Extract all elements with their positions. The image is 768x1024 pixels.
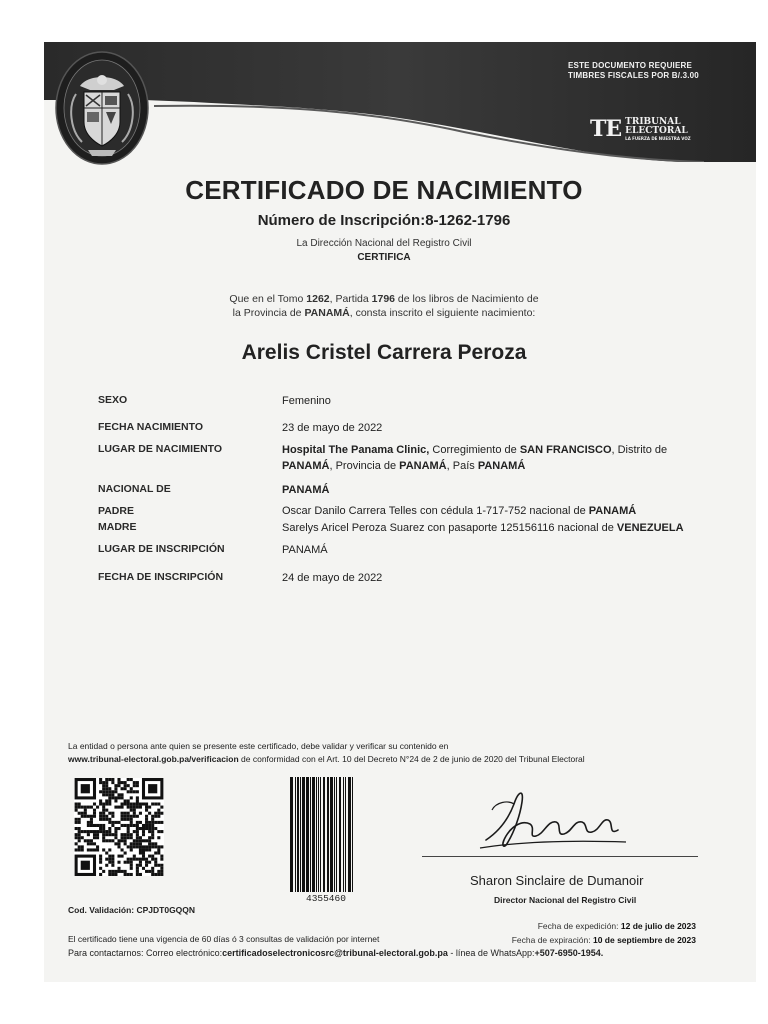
handwritten-signature <box>478 780 628 856</box>
coat-of-arms-seal <box>54 50 150 166</box>
expiry-date-label: Fecha de expiración: <box>511 935 593 945</box>
birth-place-text: Corregimiento de <box>429 444 520 456</box>
nationality-label: NACIONAL DE <box>98 483 171 495</box>
intro-text: , Partida <box>329 293 372 305</box>
inscription-date-value: 24 de mayo de 2022 <box>282 572 383 584</box>
issue-date-value: 12 de julio de 2023 <box>620 921 696 931</box>
provincia: PANAMÁ <box>399 460 447 472</box>
person-name: Arelis Cristel Carrera Peroza <box>241 341 527 364</box>
signer-role: Director Nacional del Registro Civil <box>494 895 637 905</box>
barcode-number: 4355460 <box>306 893 346 904</box>
partida-number: 1796 <box>371 293 396 305</box>
fiscal-stamp-note <box>568 61 699 81</box>
mother-text: Sarelys Aricel Peroza Suarez con pasaporte 125156116 nacional de <box>282 522 617 534</box>
contact-mid: - línea de WhatsApp: <box>447 948 535 958</box>
birth-place-value <box>282 442 702 474</box>
verification-url[interactable]: www.tribunal-electoral.gob.pa/verificacion <box>68 754 239 764</box>
qr-code <box>74 778 164 876</box>
father-text: Oscar Danilo Carrera Telles con cédula 1-717-752 nacional de <box>282 505 589 517</box>
birth-date-value: 23 de mayo de 2022 <box>282 422 383 434</box>
sexo-value: Femenino <box>282 395 331 407</box>
expiry-date-value: 10 de septiembre de 2023 <box>592 935 696 945</box>
document-title: CERTIFICADO DE NACIMIENTO <box>185 175 583 205</box>
issue-date-label: Fecha de expedición: <box>537 921 621 931</box>
sexo-label: SEXO <box>98 394 128 406</box>
directorate-name: La Dirección Nacional del Registro Civil <box>296 238 472 249</box>
tomo-number: 1262 <box>306 293 330 305</box>
birth-place-label: LUGAR DE NACIMIENTO <box>98 443 223 455</box>
intro-text: la Provincia de <box>232 307 305 319</box>
certifies-heading: CERTIFICA <box>357 252 411 263</box>
hospital-name: Hospital The Panama Clinic, <box>282 444 430 456</box>
inscription-place-label: LUGAR DE INSCRIPCIÓN <box>98 543 225 555</box>
inscription-number: Número de Inscripción:8-1262-1796 <box>257 212 511 229</box>
legal-line-2: de conformidad con el Art. 10 del Decreto N°24 de 2 de junio de 2020 del Tribunal Electoral <box>238 754 585 764</box>
mother-label: MADRE <box>98 521 137 533</box>
contact-phone[interactable]: +507-6950-1954. <box>534 948 604 958</box>
distrito: PANAMÁ <box>282 460 330 472</box>
father-value <box>282 503 636 519</box>
inscription-date-label: FECHA DE INSCRIPCIÓN <box>98 571 224 583</box>
te-tagline: LA FUERZA DE NUESTRA VOZ <box>625 135 691 141</box>
intro-text: Que en el Tomo <box>229 293 307 305</box>
validation-code: Cod. Validación: CPJDT0GQQN <box>68 905 196 915</box>
contact-line <box>68 948 603 958</box>
father-label: PADRE <box>98 505 134 517</box>
legal-notice <box>68 740 585 766</box>
father-nationality: PANAMÁ <box>588 505 637 517</box>
birth-place-text: , Provincia de <box>329 460 400 472</box>
birth-place-text: , País <box>446 460 478 472</box>
issue-date <box>538 921 696 931</box>
signature-line <box>422 856 698 857</box>
legal-line-1: La entidad o persona ante quien se presente este certificado, debe validar y verificar su contenido en <box>68 741 449 751</box>
corregimiento: SAN FRANCISCO <box>519 444 612 456</box>
fiscal-stamp-line-2: TIMBRES FISCALES POR B/.3.00 <box>568 71 699 80</box>
tribunal-electoral-logo <box>590 116 691 142</box>
barcode <box>288 777 356 892</box>
signer-name: Sharon Sinclaire de Dumanoir <box>470 873 644 888</box>
te-wordmark <box>625 118 691 141</box>
te-word-2: ELECTORAL <box>625 125 688 136</box>
intro-text: , consta inscrito el siguiente nacimiento: <box>349 307 536 319</box>
nationality-value: PANAMÁ <box>282 484 330 496</box>
intro-paragraph <box>0 292 768 320</box>
intro-province: PANAMÁ <box>304 307 350 319</box>
te-initials: TE <box>590 116 622 142</box>
pais: PANAMÁ <box>477 460 526 472</box>
birth-date-label: FECHA NACIMIENTO <box>98 421 203 433</box>
te-word-1: TRIBUNAL <box>625 116 681 127</box>
contact-prefix: Para contactarnos: Correo electrónico: <box>68 948 223 958</box>
validity-note: El certificado tiene una vigencia de 60 días ó 3 consultas de validación por internet <box>68 934 380 944</box>
fiscal-stamp-line-1: ESTE DOCUMENTO REQUIERE <box>568 61 693 70</box>
mother-value <box>282 520 684 536</box>
mother-nationality: VENEZUELA <box>616 522 684 534</box>
intro-text: de los libros de Nacimiento de <box>395 293 539 305</box>
inscription-place-value: PANAMÁ <box>282 544 328 556</box>
contact-email[interactable]: certificadoselectronicosrc@tribunal-electoral.gob.pa <box>222 948 448 958</box>
birth-place-text: , Distrito de <box>611 444 668 456</box>
expiry-date <box>512 935 696 945</box>
header-banner <box>44 42 756 162</box>
